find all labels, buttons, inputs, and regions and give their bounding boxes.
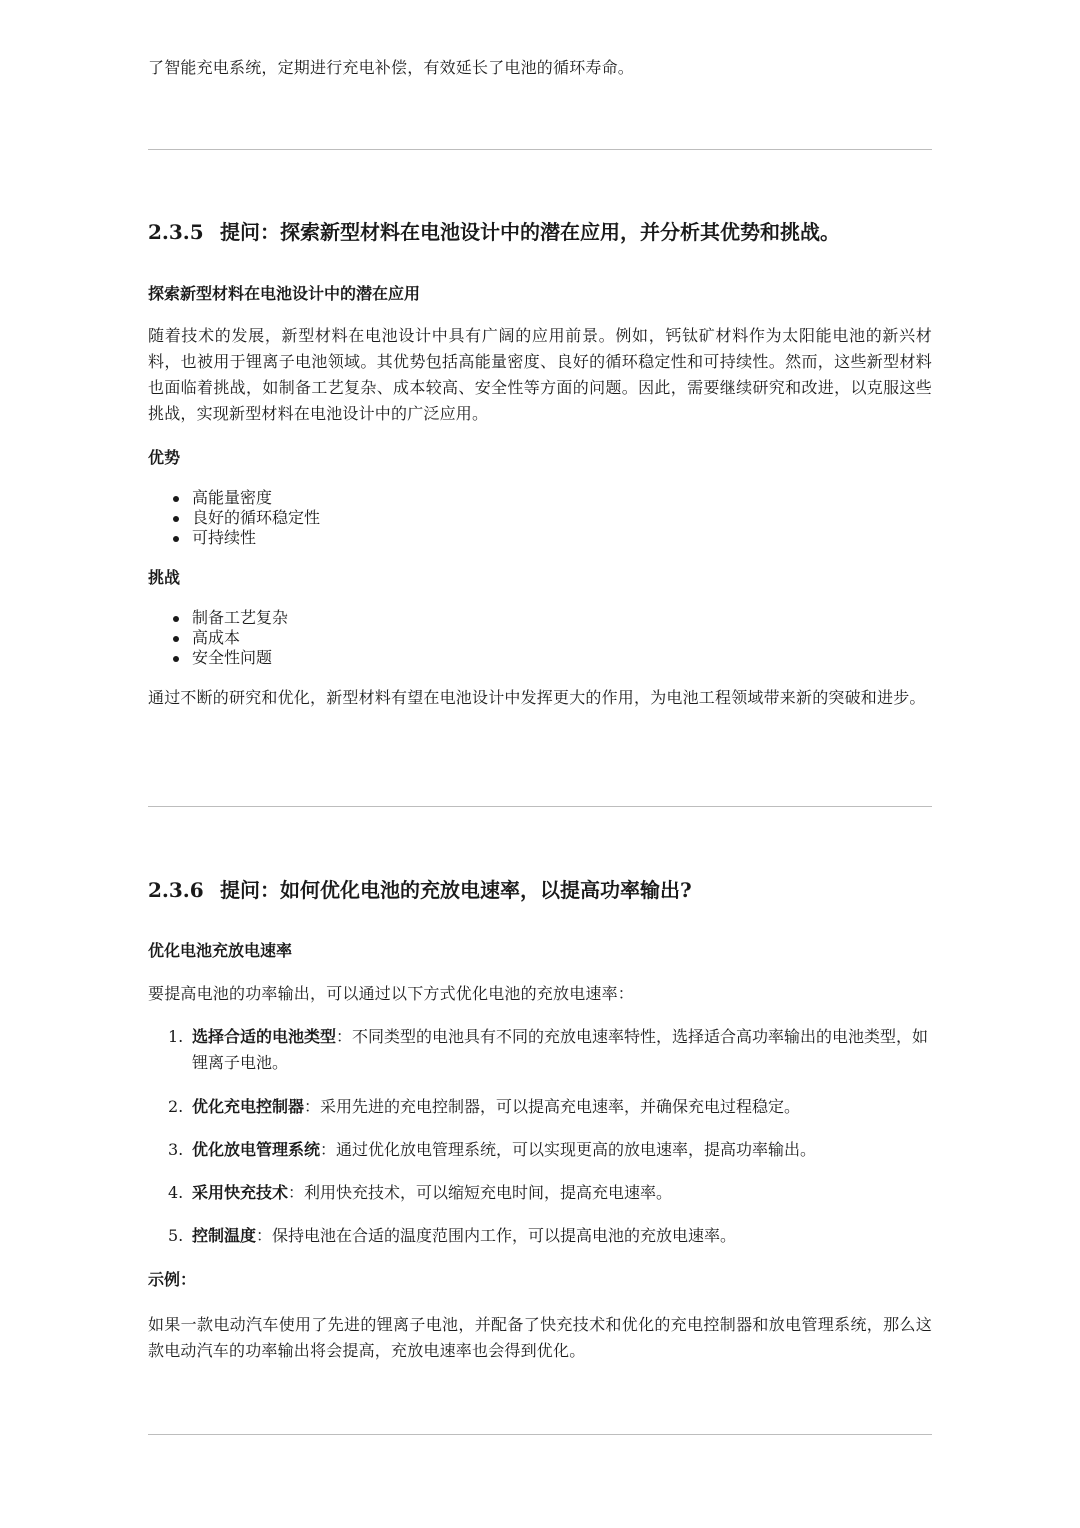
example-heading: 示例： bbox=[148, 1270, 197, 1289]
list-item bbox=[148, 1180, 932, 1206]
list-term: 选择合适的电池类型 bbox=[192, 1027, 337, 1046]
list-index: 4. bbox=[168, 1183, 184, 1202]
section-heading-236 bbox=[148, 876, 692, 904]
subheading: 优化电池充放电速率 bbox=[148, 941, 293, 960]
section-number: 2.3.6 bbox=[148, 878, 204, 902]
list-index: 5. bbox=[168, 1226, 184, 1245]
challenges-list bbox=[148, 608, 288, 668]
list-term: 优化放电管理系统 bbox=[192, 1140, 321, 1159]
list-item: 良好的循环稳定性 bbox=[148, 508, 320, 528]
list-desc: ：保持电池在合适的温度范围内工作，可以提高电池的充放电速率。 bbox=[256, 1226, 737, 1245]
list-item: 可持续性 bbox=[148, 528, 320, 548]
intro-text: 了智能充电系统，定期进行充电补偿，有效延长了电池的循环寿命。 bbox=[148, 58, 635, 77]
list-item bbox=[148, 1024, 932, 1076]
list-item: 制备工艺复杂 bbox=[148, 608, 288, 628]
list-item bbox=[148, 1137, 932, 1163]
conclusion-paragraph bbox=[148, 685, 932, 711]
divider bbox=[148, 806, 932, 807]
list-index: 3. bbox=[168, 1140, 184, 1159]
list-item: 安全性问题 bbox=[148, 648, 288, 668]
section-title: 提问：如何优化电池的充放电速率，以提高功率输出? bbox=[220, 878, 692, 902]
list-term: 采用快充技术 bbox=[192, 1183, 289, 1202]
subheading: 探索新型材料在电池设计中的潜在应用 bbox=[148, 284, 421, 303]
lead-text: 要提高电池的功率输出，可以通过以下方式优化电池的充放电速率： bbox=[148, 984, 635, 1003]
example-text: 如果一款电动汽车使用了先进的锂离子电池，并配备了快充技术和优化的充电控制器和放电管理系统，那么这款电动汽车的功率输出将会提高，充放电速率也会得到优化。 bbox=[148, 1315, 932, 1360]
advantages-list bbox=[148, 488, 320, 548]
intro-paragraph bbox=[148, 55, 932, 81]
list-item bbox=[148, 1223, 932, 1249]
numbered-list bbox=[148, 1024, 932, 1249]
advantages-heading: 优势 bbox=[148, 448, 181, 467]
list-item bbox=[148, 1094, 932, 1120]
list-term: 优化充电控制器 bbox=[192, 1097, 305, 1116]
lead-paragraph bbox=[148, 981, 932, 1007]
list-index: 2. bbox=[168, 1097, 184, 1116]
section-number: 2.3.5 bbox=[148, 220, 204, 244]
divider bbox=[148, 149, 932, 150]
challenges-heading: 挑战 bbox=[148, 568, 181, 587]
list-term: 控制温度 bbox=[192, 1226, 257, 1245]
list-desc: ：不同类型的电池具有不同的充放电速率特性，选择适合高功率输出的电池类型，如锂离子电池。 bbox=[192, 1027, 929, 1072]
conclusion-text: 通过不断的研究和优化，新型材料有望在电池设计中发挥更大的作用，为电池工程领域带来新的突破和进步。 bbox=[148, 688, 926, 707]
divider bbox=[148, 1434, 932, 1435]
example-paragraph bbox=[148, 1312, 932, 1364]
list-item: 高成本 bbox=[148, 628, 288, 648]
list-desc: ：通过优化放电管理系统，可以实现更高的放电速率，提高功率输出。 bbox=[320, 1140, 817, 1159]
list-item: 高能量密度 bbox=[148, 488, 320, 508]
paragraph-text: 随着技术的发展，新型材料在电池设计中具有广阔的应用前景。例如，钙钛矿材料作为太阳能电池的新兴材料，也被用于锂离子电池领域。其优势包括高能量密度、良好的循环稳定性和可持续性。然而，这些新型材料也面临着挑战，如制备工艺复杂、成本较高、安全性等方面的问题。因此，需要继续研究和改进，以克服这些挑战，实现新型材料在电池设计中的广泛应用。 bbox=[148, 326, 932, 423]
section-title: 提问：探索新型材料在电池设计中的潜在应用，并分析其优势和挑战。 bbox=[220, 220, 840, 244]
list-desc: ：采用先进的充电控制器，可以提高充电速率，并确保充电过程稳定。 bbox=[304, 1097, 801, 1116]
body-paragraph bbox=[148, 323, 932, 427]
list-index: 1. bbox=[168, 1027, 184, 1046]
section-heading-235 bbox=[148, 218, 840, 246]
list-desc: ：利用快充技术，可以缩短充电时间，提高充电速率。 bbox=[288, 1183, 673, 1202]
